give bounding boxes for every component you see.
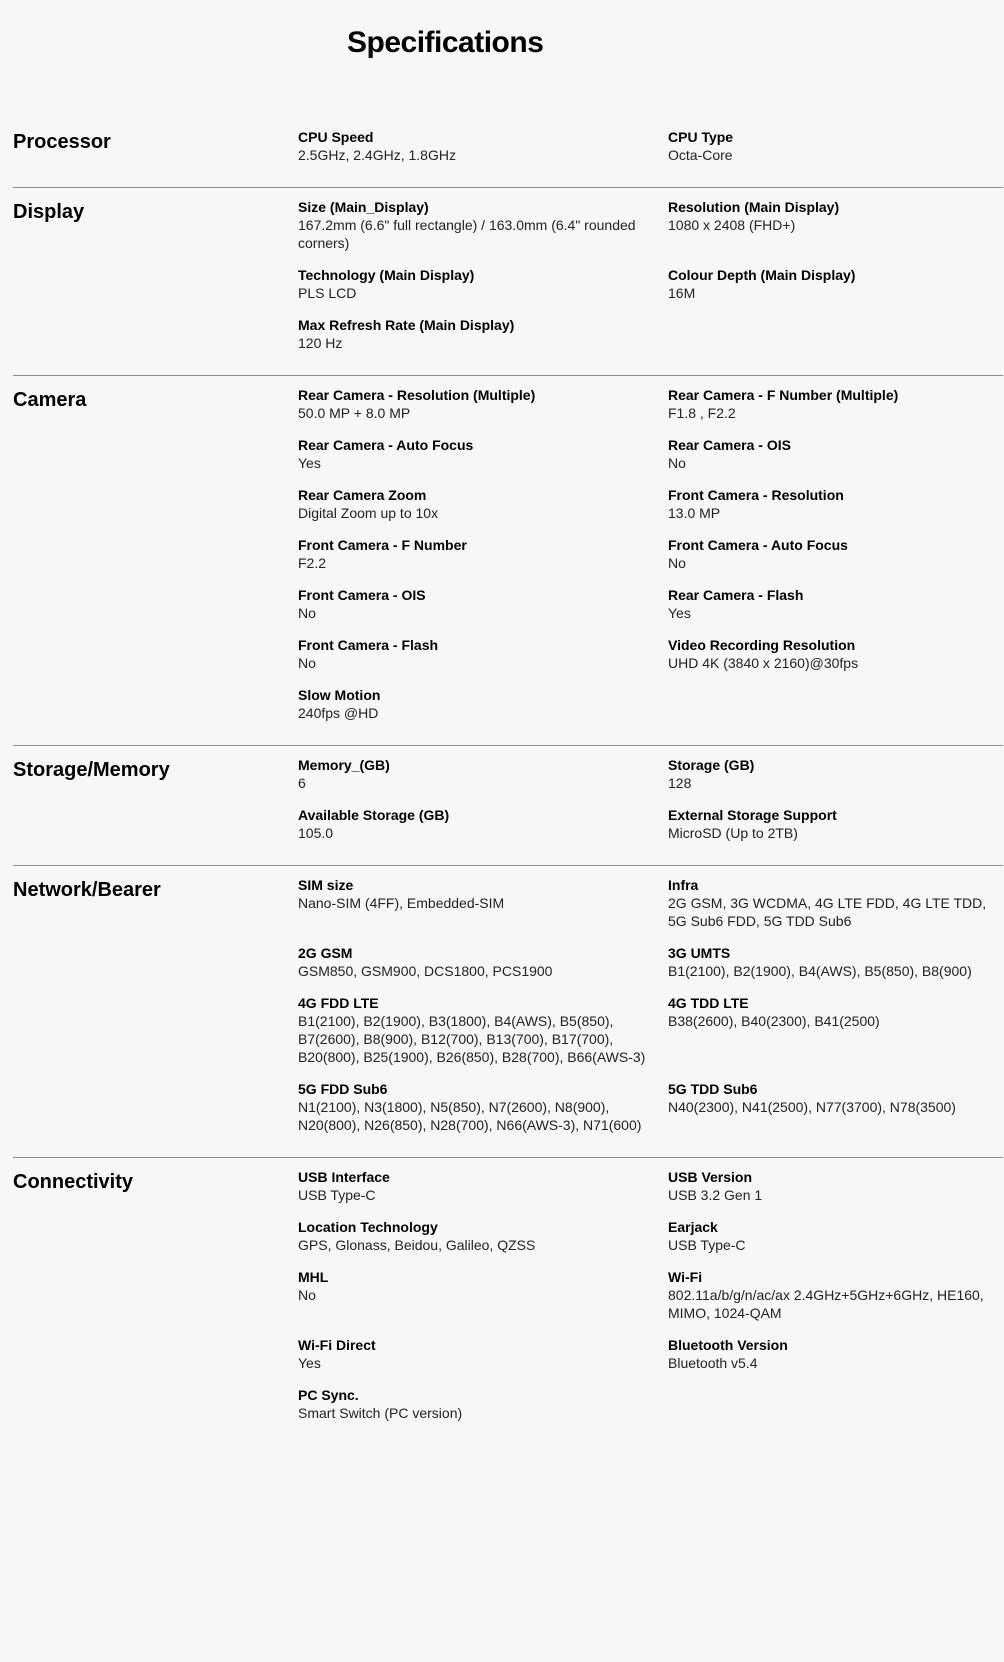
spec-section-storage-memory bbox=[13, 746, 1003, 866]
spec-label: Storage (GB) bbox=[668, 757, 755, 773]
spec-value: USB Type-C bbox=[298, 1187, 376, 1203]
spec-value: 802.11a/b/g/n/ac/ax 2.4GHz+5GHz+6GHz, HE160, MIMO, 1024-QAM bbox=[668, 1287, 984, 1321]
section-title: Network/Bearer bbox=[13, 879, 161, 901]
spec-label: Rear Camera - Auto Focus bbox=[298, 437, 474, 453]
section-title: Connectivity bbox=[13, 1171, 134, 1193]
spec-label: Slow Motion bbox=[298, 687, 381, 703]
spec-label: Front Camera - Auto Focus bbox=[668, 537, 848, 553]
spec-label: 4G TDD LTE bbox=[668, 995, 749, 1011]
section-title: Display bbox=[13, 201, 85, 223]
spec-label: Technology (Main Display) bbox=[298, 267, 475, 283]
spec-value: 1080 x 2408 (FHD+) bbox=[668, 217, 796, 233]
spec-item bbox=[668, 944, 1003, 980]
spec-value: F1.8 , F2.2 bbox=[668, 405, 736, 421]
section-title: Processor bbox=[13, 131, 111, 153]
spec-label: Front Camera - OIS bbox=[298, 587, 426, 603]
spec-value: 2G GSM, 3G WCDMA, 4G LTE FDD, 4G LTE TDD, 5G Sub6 FDD, 5G TDD Sub6 bbox=[668, 895, 987, 929]
spec-value: 16M bbox=[668, 285, 696, 301]
spec-item bbox=[298, 756, 668, 792]
spec-label: External Storage Support bbox=[668, 807, 837, 823]
spec-item bbox=[668, 486, 1003, 522]
spec-label: 2G GSM bbox=[298, 945, 353, 961]
spec-sections bbox=[13, 118, 1003, 1445]
spec-item bbox=[668, 1336, 1003, 1372]
spec-label: Infra bbox=[668, 877, 699, 893]
spec-value: GSM850, GSM900, DCS1800, PCS1900 bbox=[298, 963, 553, 979]
spec-value: B1(2100), B2(1900), B4(AWS), B5(850), B8(900) bbox=[668, 963, 972, 979]
page-title: Specifications bbox=[347, 26, 544, 59]
spec-grid bbox=[298, 1168, 1003, 1435]
spec-item bbox=[298, 636, 668, 672]
spec-grid bbox=[298, 198, 1003, 365]
spec-label: Memory_(GB) bbox=[298, 757, 390, 773]
spec-label: CPU Speed bbox=[298, 129, 374, 145]
spec-value: Yes bbox=[298, 455, 321, 471]
spec-label: Rear Camera Zoom bbox=[298, 487, 427, 503]
spec-label: Bluetooth Version bbox=[668, 1337, 788, 1353]
spec-value: USB 3.2 Gen 1 bbox=[668, 1187, 763, 1203]
spec-section-display bbox=[13, 188, 1003, 376]
spec-item bbox=[668, 266, 1003, 302]
spec-value: Yes bbox=[668, 605, 691, 621]
spec-label: USB Version bbox=[668, 1169, 753, 1185]
spec-value: Smart Switch (PC version) bbox=[298, 1405, 463, 1421]
spec-item bbox=[298, 316, 668, 352]
spec-item bbox=[668, 1268, 1003, 1322]
spec-label: USB Interface bbox=[298, 1169, 390, 1185]
spec-label: PC Sync. bbox=[298, 1387, 359, 1403]
spec-label: Colour Depth (Main Display) bbox=[668, 267, 856, 283]
spec-value: Yes bbox=[298, 1355, 321, 1371]
spec-value: 128 bbox=[668, 775, 692, 791]
spec-item bbox=[298, 944, 668, 980]
spec-item bbox=[298, 1218, 668, 1254]
spec-label: CPU Type bbox=[668, 129, 734, 145]
spec-item bbox=[668, 636, 1003, 672]
spec-item bbox=[668, 536, 1003, 572]
spec-grid bbox=[298, 876, 1003, 1147]
spec-item bbox=[298, 536, 668, 572]
spec-value: UHD 4K (3840 x 2160)@30fps bbox=[668, 655, 859, 671]
section-title: Camera bbox=[13, 389, 87, 411]
spec-section-camera bbox=[13, 376, 1003, 746]
spec-value: No bbox=[668, 555, 686, 571]
spec-label: SIM size bbox=[298, 877, 354, 893]
spec-label: Rear Camera - Flash bbox=[668, 587, 804, 603]
spec-item bbox=[298, 1386, 668, 1422]
spec-value: 2.5GHz, 2.4GHz, 1.8GHz bbox=[298, 147, 456, 163]
spec-label: Wi-Fi Direct bbox=[298, 1337, 376, 1353]
spec-label: MHL bbox=[298, 1269, 329, 1285]
spec-item bbox=[668, 436, 1003, 472]
spec-label: Rear Camera - OIS bbox=[668, 437, 791, 453]
spec-value: Digital Zoom up to 10x bbox=[298, 505, 439, 521]
spec-item bbox=[668, 1218, 1003, 1254]
spec-item bbox=[298, 198, 668, 252]
spec-section-connectivity bbox=[13, 1158, 1003, 1445]
spec-item bbox=[668, 806, 1003, 842]
spec-item bbox=[298, 806, 668, 842]
spec-item bbox=[298, 386, 668, 422]
spec-value: 167.2mm (6.6" full rectangle) / 163.0mm (6.4" rounded corners) bbox=[298, 217, 636, 251]
spec-value: 6 bbox=[298, 775, 306, 791]
spec-label: 3G UMTS bbox=[668, 945, 731, 961]
spec-item bbox=[668, 756, 1003, 792]
spec-item bbox=[298, 1168, 668, 1204]
spec-section-processor bbox=[13, 118, 1003, 188]
spec-label: Video Recording Resolution bbox=[668, 637, 856, 653]
spec-value: 105.0 bbox=[298, 825, 334, 841]
spec-item bbox=[298, 1336, 668, 1372]
spec-label: Resolution (Main Display) bbox=[668, 199, 840, 215]
spec-item bbox=[668, 1080, 1003, 1134]
spec-grid bbox=[298, 128, 1003, 177]
spec-grid bbox=[298, 756, 1003, 855]
spec-item bbox=[298, 686, 668, 722]
spec-item bbox=[298, 266, 668, 302]
spec-value: 50.0 MP + 8.0 MP bbox=[298, 405, 411, 421]
spec-label: 4G FDD LTE bbox=[298, 995, 379, 1011]
spec-item bbox=[298, 994, 668, 1066]
spec-value: No bbox=[298, 605, 316, 621]
spec-item bbox=[668, 386, 1003, 422]
spec-value: B38(2600), B40(2300), B41(2500) bbox=[668, 1013, 880, 1029]
spec-item bbox=[298, 1080, 668, 1134]
spec-value: GPS, Glonass, Beidou, Galileo, QZSS bbox=[298, 1237, 536, 1253]
spec-value: F2.2 bbox=[298, 555, 327, 571]
spec-value: 13.0 MP bbox=[668, 505, 721, 521]
spec-value: USB Type-C bbox=[668, 1237, 746, 1253]
spec-label: Rear Camera - Resolution (Multiple) bbox=[298, 387, 536, 403]
spec-label: Front Camera - F Number bbox=[298, 537, 467, 553]
spec-value: No bbox=[298, 655, 316, 671]
spec-item bbox=[668, 198, 1003, 252]
spec-value: Octa-Core bbox=[668, 147, 733, 163]
spec-label: Front Camera - Flash bbox=[298, 637, 439, 653]
spec-value: No bbox=[668, 455, 686, 471]
spec-item bbox=[298, 436, 668, 472]
spec-grid bbox=[298, 386, 1003, 735]
spec-label: Rear Camera - F Number (Multiple) bbox=[668, 387, 899, 403]
spec-value: 240fps @HD bbox=[298, 705, 379, 721]
spec-value: N40(2300), N41(2500), N77(3700), N78(3500) bbox=[668, 1099, 956, 1115]
spec-label: 5G FDD Sub6 bbox=[298, 1081, 388, 1097]
section-title: Storage/Memory bbox=[13, 759, 170, 781]
spec-item bbox=[668, 586, 1003, 622]
spec-value: 120 Hz bbox=[298, 335, 343, 351]
spec-label: Front Camera - Resolution bbox=[668, 487, 844, 503]
spec-value: PLS LCD bbox=[298, 285, 357, 301]
spec-value: Bluetooth v5.4 bbox=[668, 1355, 758, 1371]
spec-item bbox=[298, 486, 668, 522]
spec-item bbox=[668, 876, 1003, 930]
spec-section-network-bearer bbox=[13, 866, 1003, 1158]
spec-value: No bbox=[298, 1287, 316, 1303]
spec-item bbox=[298, 876, 668, 930]
spec-value: B1(2100), B2(1900), B3(1800), B4(AWS), B5(850), B7(2600), B8(900), B12(700), B13(700), B17(700), B20(800), B25(1900), B26(850), B28(700), B66(AWS-3) bbox=[298, 1013, 646, 1065]
spec-item bbox=[668, 994, 1003, 1066]
spec-item bbox=[668, 128, 1003, 164]
spec-label: Available Storage (GB) bbox=[298, 807, 450, 823]
spec-value: Nano-SIM (4FF), Embedded-SIM bbox=[298, 895, 505, 911]
spec-value: N1(2100), N3(1800), N5(850), N7(2600), N8(900), N20(800), N26(850), N28(700), N66(AWS-3), N71(600) bbox=[298, 1099, 642, 1133]
spec-label: Max Refresh Rate (Main Display) bbox=[298, 317, 515, 333]
spec-label: 5G TDD Sub6 bbox=[668, 1081, 758, 1097]
spec-label: Location Technology bbox=[298, 1219, 438, 1235]
spec-value: MicroSD (Up to 2TB) bbox=[668, 825, 798, 841]
spec-label: Wi-Fi bbox=[668, 1269, 703, 1285]
spec-item bbox=[668, 1168, 1003, 1204]
spec-item bbox=[298, 128, 668, 164]
spec-label: Size (Main_Display) bbox=[298, 199, 429, 215]
spec-label: Earjack bbox=[668, 1219, 718, 1235]
spec-item bbox=[298, 1268, 668, 1322]
spec-item bbox=[298, 586, 668, 622]
